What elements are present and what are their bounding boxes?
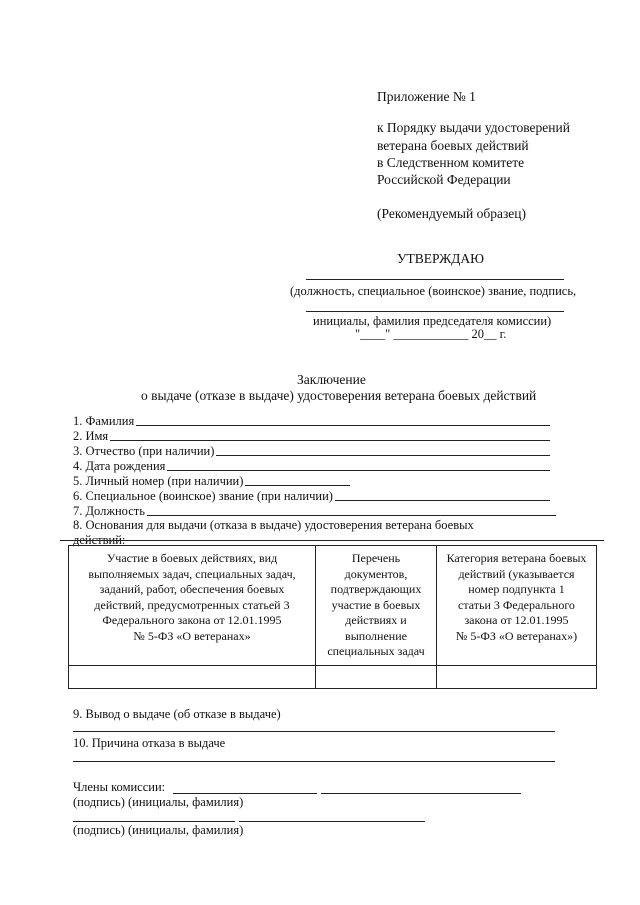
table-header-row	[69, 546, 597, 666]
approval-name-line	[306, 311, 564, 312]
header-line: заданий, работ, обеспечения боевых	[99, 582, 285, 596]
table-header-participation	[69, 546, 316, 666]
header-line: выполняемых задач, специальных задач,	[88, 566, 296, 581]
header-line: участие в боевых	[331, 597, 421, 612]
grounds-table	[68, 545, 597, 689]
table-row	[69, 665, 597, 688]
table-cell-category[interactable]	[437, 665, 597, 688]
commission-caption-1: (подпись) (инициалы, фамилия)	[73, 795, 244, 809]
field-patronymic-line[interactable]	[216, 455, 550, 456]
conclusion-label: 9. Вывод о выдаче (об отказе в выдаче)	[73, 707, 281, 721]
field-rank-label: 6. Специальное (воинское) звание (при наличии)	[73, 489, 333, 503]
appendix-number: Приложение № 1	[377, 89, 476, 104]
grounds-line-2: действий:	[73, 533, 126, 547]
header-line: специальных задач	[327, 644, 425, 658]
field-position-line[interactable]	[147, 515, 556, 516]
field-patronymic-label: 3. Отчество (при наличии)	[73, 444, 215, 458]
header-line: подтверждающих	[330, 582, 422, 596]
header-line: действиях и	[345, 613, 407, 627]
refusal-label: 10. Причина отказа в выдаче	[73, 736, 226, 750]
appendix-line-1: к Порядку выдачи удостоверений	[377, 120, 570, 135]
table-header-documents	[316, 546, 437, 666]
field-position-label: 7. Должность	[73, 504, 145, 518]
table-frame-top	[60, 540, 604, 541]
approval-signature-line	[306, 279, 564, 280]
approval-caption-2: инициалы, фамилия председателя комиссии)	[313, 314, 552, 328]
header-line: Федерального закона от 12.01.1995	[102, 613, 282, 627]
table-header-category	[437, 546, 597, 666]
sample-note: (Рекомендуемый образец)	[377, 206, 526, 221]
approval-title: УТВЕРЖДАЮ	[397, 251, 485, 266]
field-surname-label: 1. Фамилия	[73, 414, 135, 428]
field-personal-number[interactable]	[73, 474, 350, 489]
header-line: № 5-ФЗ «О ветеранах»)	[455, 628, 578, 643]
header-line: действий (указывается	[458, 566, 575, 581]
commission-name-line-1[interactable]	[321, 793, 521, 794]
header-line: № 5-ФЗ «О ветеранах»	[133, 628, 251, 643]
header-line: статьи 3 Федерального	[458, 597, 575, 612]
header-line: закона от 12.01.1995	[464, 613, 569, 627]
header-line: Категория ветерана боевых	[446, 551, 587, 565]
header-line: документов,	[344, 566, 408, 581]
appendix-line-2: ветерана боевых действий	[377, 138, 529, 153]
field-personal-number-line[interactable]	[245, 485, 350, 486]
header-line: номер подпункта 1	[468, 582, 565, 596]
conclusion-subtitle: о выдаче (отказе в выдаче) удостоверения ветерана боевых действий	[141, 388, 537, 403]
field-birthdate-label: 4. Дата рождения	[73, 459, 166, 473]
field-name[interactable]	[73, 429, 550, 444]
refusal-line[interactable]	[73, 761, 555, 762]
field-rank-line[interactable]	[335, 500, 550, 501]
field-surname[interactable]	[73, 414, 550, 429]
header-line: Участие в боевых действиях, вид	[106, 551, 278, 565]
field-name-line[interactable]	[110, 440, 550, 441]
approval-caption-1: (должность, специальное (воинское) звание, подпись,	[290, 284, 577, 298]
field-birthdate-line[interactable]	[167, 470, 550, 471]
approval-date: "____" ____________ 20__ г.	[355, 327, 507, 341]
appendix-line-3: в Следственном комитете	[377, 155, 525, 170]
commission-signature-line-1[interactable]	[173, 793, 317, 794]
header-line: выполнение	[345, 628, 407, 643]
field-patronymic[interactable]	[73, 444, 550, 459]
commission-name-line-2[interactable]	[239, 821, 425, 822]
header-line: Перечень	[351, 551, 401, 565]
commission-signature-line-2[interactable]	[73, 821, 235, 822]
table-cell-documents[interactable]	[316, 665, 437, 688]
appendix-line-4: Российской Федерации	[377, 172, 511, 187]
field-rank[interactable]	[73, 489, 550, 504]
table-cell-participation[interactable]	[69, 665, 316, 688]
grounds-line-1: 8. Основания для выдачи (отказа в выдаче) удостоверения ветерана боевых	[73, 518, 474, 532]
field-name-label: 2. Имя	[73, 429, 109, 443]
commission-label: Члены комиссии:	[73, 780, 166, 794]
field-surname-line[interactable]	[136, 425, 550, 426]
field-personal-number-label: 5. Личный номер (при наличии)	[73, 474, 244, 488]
header-line: действий, предусмотренных статьей 3	[94, 597, 290, 612]
conclusion-line[interactable]	[73, 731, 555, 732]
commission-caption-2: (подпись) (инициалы, фамилия)	[73, 823, 244, 837]
field-birthdate[interactable]	[73, 459, 550, 474]
field-position[interactable]	[73, 504, 556, 519]
conclusion-title: Заключение	[297, 372, 366, 387]
